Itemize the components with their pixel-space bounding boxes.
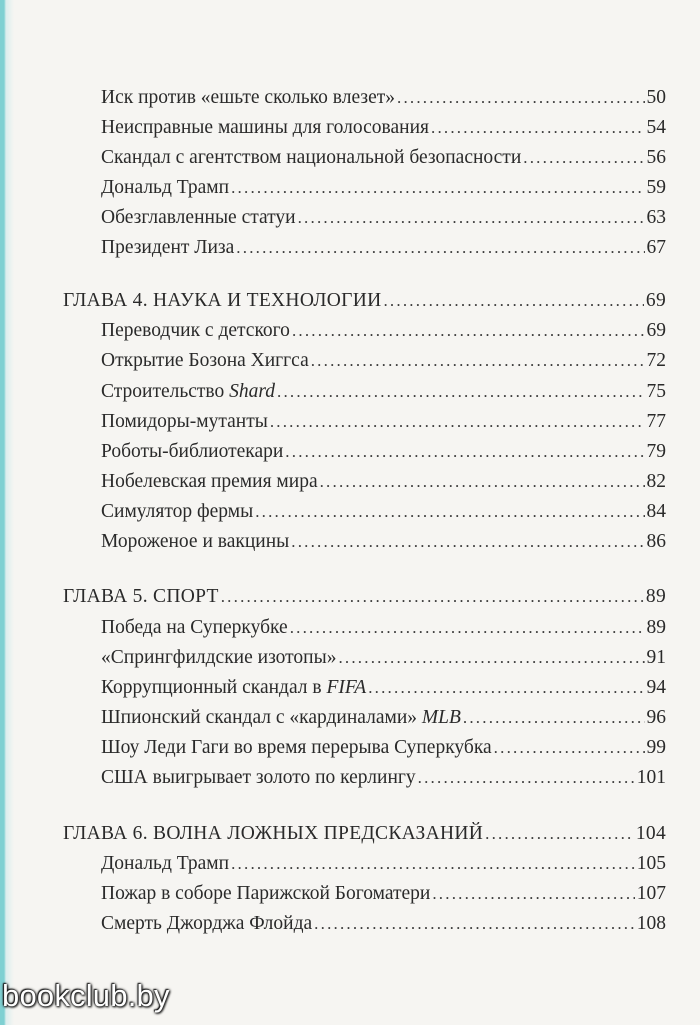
toc-entry-title: Дональд Трамп	[101, 177, 230, 198]
toc-entry-title: Президент Лиза	[101, 237, 235, 258]
leader-dots	[485, 820, 634, 848]
toc-entry[interactable]	[101, 234, 666, 262]
toc-entry-title: США выигрывает золото по керлингу	[101, 767, 416, 788]
leader-dots	[298, 204, 645, 232]
toc-entry-page: 69	[646, 320, 666, 341]
title-italic: MLB	[421, 707, 461, 728]
toc-entry-page: 99	[646, 737, 666, 758]
toc-entry-title: Помидоры-мутанты	[101, 411, 268, 432]
leader-dots	[432, 880, 634, 908]
watermark-text: bookclub.by	[2, 978, 170, 1013]
title-text: Шпионский скандал с «кардиналами»	[101, 707, 422, 728]
toc-entry-page: 54	[646, 117, 666, 138]
toc-entry-title: Пожар в соборе Парижской Богоматери	[101, 883, 431, 904]
chapter-page: 69	[645, 290, 666, 311]
chapter-title: ГЛАВА 5. СПОРТ	[63, 586, 219, 607]
toc-entry-page: 94	[646, 677, 666, 698]
leader-dots	[314, 910, 635, 938]
chapter-heading[interactable]	[63, 287, 666, 315]
leader-dots	[291, 528, 644, 556]
toc-entry-title: Смерть Джорджа Флойда	[101, 913, 313, 934]
toc-entry-title	[101, 674, 366, 702]
toc-entry[interactable]	[101, 438, 666, 466]
toc-entry-page: 96	[646, 707, 666, 728]
leader-dots	[397, 84, 645, 112]
chapter-title: ГЛАВА 4. НАУКА И ТЕХНОЛОГИИ	[63, 290, 382, 311]
toc-entry[interactable]	[101, 734, 666, 762]
toc-entry-page: 67	[646, 237, 666, 258]
title-text: Коррупционный скандал в	[101, 677, 327, 698]
leader-dots	[285, 438, 644, 466]
leader-dots	[431, 114, 645, 142]
leader-dots	[231, 174, 644, 202]
toc-entry[interactable]	[101, 910, 666, 938]
chapter-title: ГЛАВА 6. ВОЛНА ЛОЖНЫХ ПРЕДСКАЗАНИЙ	[63, 823, 484, 844]
leader-dots	[418, 764, 635, 792]
toc-entry-page: 84	[646, 501, 666, 522]
toc-entry-title	[101, 378, 275, 406]
toc-entry-page: 91	[646, 647, 666, 668]
toc-entry-title: Неисправные машины для голосования	[101, 117, 429, 138]
toc-entry-title: Дональд Трамп	[101, 853, 230, 874]
toc-entry-title: Роботы-библиотекари	[101, 441, 284, 462]
leader-dots	[383, 287, 643, 315]
leader-dots	[221, 583, 644, 611]
toc-entry[interactable]	[101, 528, 666, 556]
toc-entry-page: 75	[646, 381, 666, 402]
toc-entry[interactable]	[101, 408, 666, 436]
toc-entry[interactable]	[101, 378, 666, 406]
leader-dots	[494, 734, 645, 762]
toc-entry[interactable]	[101, 704, 666, 732]
leader-dots	[255, 498, 644, 526]
toc-entry[interactable]	[101, 764, 666, 792]
toc-entry-title: Нобелевская премия мира	[101, 471, 318, 492]
title-italic: Shard	[229, 381, 275, 402]
toc-entry[interactable]	[101, 850, 666, 878]
toc-entry[interactable]	[101, 144, 666, 172]
chapter-page: 104	[635, 823, 666, 844]
toc-entry-page: 77	[646, 411, 666, 432]
toc-entry[interactable]	[101, 498, 666, 526]
toc-entry-page: 86	[646, 531, 666, 552]
toc-entry-title: Открытие Бозона Хиггса	[101, 350, 309, 371]
toc-entry-title: Мороженое и вакцины	[101, 531, 290, 552]
leader-dots	[311, 347, 645, 375]
leader-dots	[338, 644, 644, 672]
leader-dots	[523, 144, 644, 172]
toc-entry-page: 107	[636, 883, 666, 904]
toc-entry-title: Шоу Леди Гаги во время перерыва Суперкубка	[101, 737, 492, 758]
leader-dots	[292, 317, 645, 345]
toc-entry-page: 101	[636, 767, 666, 788]
leader-dots	[320, 468, 645, 496]
leader-dots	[368, 674, 644, 702]
toc-entry-title: Симулятор фермы	[101, 501, 254, 522]
toc-entry-page: 79	[646, 441, 666, 462]
leader-dots	[277, 378, 645, 406]
toc-entry-page: 108	[636, 913, 666, 934]
toc-entry[interactable]	[101, 347, 666, 375]
toc-entry-page: 89	[646, 617, 666, 638]
toc-entry-title: «Спрингфилдские изотопы»	[101, 647, 337, 668]
toc-entry[interactable]	[101, 880, 666, 908]
chapter-page: 89	[645, 586, 666, 607]
toc-entry-title: Переводчик с детского	[101, 320, 290, 341]
toc-entry[interactable]	[101, 644, 666, 672]
toc-entry[interactable]	[101, 614, 666, 642]
toc-entry-title: Иск против «ешьте сколько влезет»	[101, 87, 395, 108]
title-italic: FIFA	[326, 677, 367, 698]
toc-entry[interactable]	[101, 114, 666, 142]
toc-entry-page: 50	[646, 87, 666, 108]
toc-entry-title: Победа на Суперкубке	[101, 617, 288, 638]
toc-entry[interactable]	[101, 674, 666, 702]
leader-dots	[236, 234, 644, 262]
toc-entry-title: Обезглавленные статуи	[101, 207, 296, 228]
leader-dots	[290, 614, 645, 642]
chapter-heading[interactable]	[63, 820, 666, 848]
toc-entry[interactable]	[101, 84, 666, 112]
leader-dots	[463, 704, 645, 732]
toc-entry-page: 72	[646, 350, 666, 371]
toc-entry[interactable]	[101, 317, 666, 345]
toc-entry-title	[101, 704, 461, 732]
leader-dots	[270, 408, 645, 436]
toc-entry[interactable]	[101, 468, 666, 496]
toc-entry-page: 56	[646, 147, 666, 168]
toc-entry[interactable]	[101, 204, 666, 232]
toc-entry-page: 63	[646, 207, 666, 228]
toc-entry[interactable]	[101, 174, 666, 202]
toc-entry-title: Скандал с агентством национальной безопасности	[101, 147, 522, 168]
leader-dots	[231, 850, 635, 878]
chapter-heading[interactable]	[63, 583, 666, 611]
toc-entry-page: 105	[636, 853, 666, 874]
toc-entry-page: 59	[646, 177, 666, 198]
title-text: Строительство	[101, 381, 230, 402]
toc-entry-page: 82	[646, 471, 666, 492]
